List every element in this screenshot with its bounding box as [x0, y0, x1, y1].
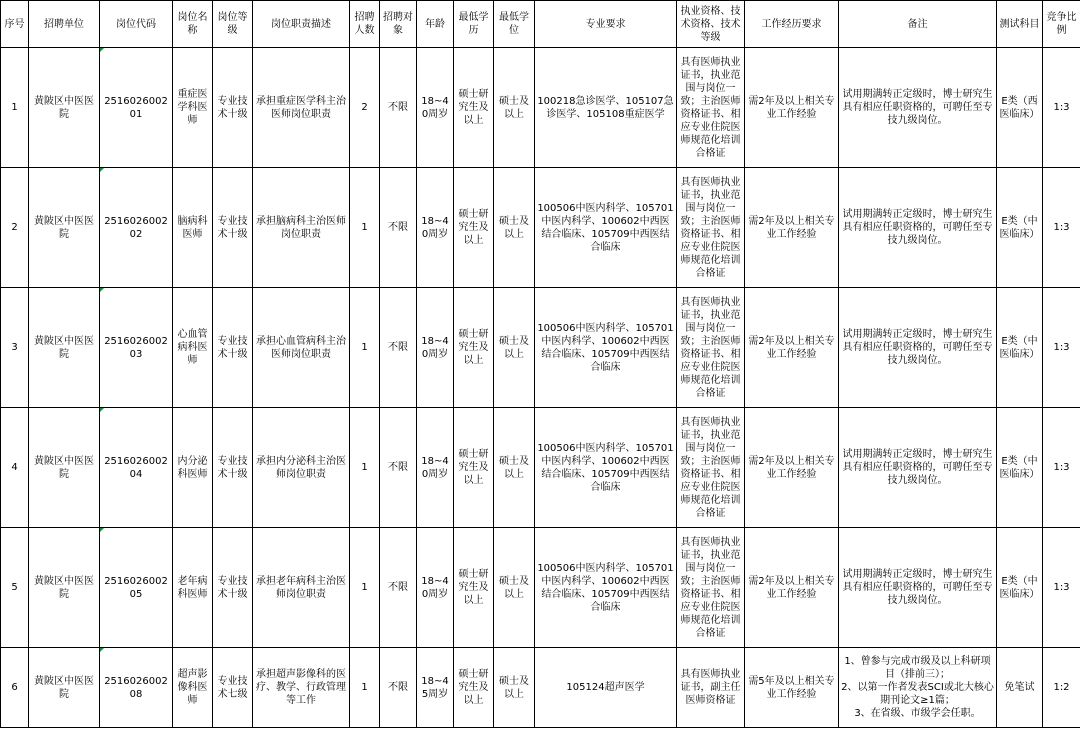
cell-no: 2	[1, 168, 29, 288]
cell-edu: 硕士研究生及以上	[454, 288, 494, 408]
cell-major: 100506中医内科学、105701中医内科学、100602中西医结合临床、105709中西医结合临床	[535, 288, 677, 408]
cell-code: 251602600208	[100, 648, 173, 728]
header-cell: 专业要求	[535, 1, 677, 48]
cell-no: 6	[1, 648, 29, 728]
cell-test: E类（中医临床）	[997, 168, 1043, 288]
cell-age: 18~40周岁	[417, 288, 454, 408]
cell-count: 1	[350, 288, 380, 408]
cell-count: 1	[350, 408, 380, 528]
cell-count: 2	[350, 48, 380, 168]
cell-no: 4	[1, 408, 29, 528]
header-cell: 招聘对象	[380, 1, 417, 48]
cell-level: 专业技术十级	[213, 528, 253, 648]
cell-note: 试用期满转正定级时，博士研究生具有相应任职资格的，可聘任至专技九级岗位。	[839, 528, 997, 648]
cell-major: 105124超声医学	[535, 648, 677, 728]
note-line: 2、以第一作者发表SCI或北大核心期刊论文≥1篇；	[841, 682, 994, 706]
cell-age: 18~40周岁	[417, 528, 454, 648]
cell-qual: 具有医师执业证书，副主任医师资格证	[677, 648, 745, 728]
cell-test: E类（西医临床）	[997, 48, 1043, 168]
table-row	[1, 48, 1080, 168]
cell-level: 专业技术七级	[213, 648, 253, 728]
header-row	[1, 1, 1080, 48]
note-line: 3、在省级、市级学会任职。	[854, 708, 981, 719]
cell-code: 251602600201	[100, 48, 173, 168]
cell-code: 251602600204	[100, 408, 173, 528]
cell-ratio: 1:3	[1043, 288, 1080, 408]
table-row	[1, 168, 1080, 288]
header-cell: 最低学历	[454, 1, 494, 48]
cell-age: 18~45周岁	[417, 648, 454, 728]
cell-name: 超声影像科医师	[173, 648, 213, 728]
header-cell: 竞争比例	[1043, 1, 1080, 48]
cell-duty: 承担老年病科主治医师岗位职责	[253, 528, 350, 648]
table-row	[1, 648, 1080, 728]
cell-qual: 具有医师执业证书，执业范围与岗位一致；主治医师资格证书、相应专业住院医师规范化培训合格证	[677, 168, 745, 288]
header-cell: 最低学位	[494, 1, 535, 48]
cell-note: 试用期满转正定级时，博士研究生具有相应任职资格的，可聘任至专技九级岗位。	[839, 48, 997, 168]
cell-test: E类（中医临床）	[997, 288, 1043, 408]
cell-note: 试用期满转正定级时，博士研究生具有相应任职资格的，可聘任至专技九级岗位。	[839, 168, 997, 288]
cell-duty: 承担内分泌科主治医师岗位职责	[253, 408, 350, 528]
header-cell: 年龄	[417, 1, 454, 48]
cell-code: 251602600203	[100, 288, 173, 408]
cell-major: 100218急诊医学、105107急诊医学、105108重症医学	[535, 48, 677, 168]
cell-count: 1	[350, 528, 380, 648]
cell-duty: 承担脑病科主治医师岗位职责	[253, 168, 350, 288]
header-cell: 测试科目	[997, 1, 1043, 48]
table-row	[1, 288, 1080, 408]
cell-edu: 硕士研究生及以上	[454, 528, 494, 648]
cell-name: 重症医学科医师	[173, 48, 213, 168]
cell-age: 18~40周岁	[417, 48, 454, 168]
cell-note	[839, 648, 997, 728]
cell-level: 专业技术十级	[213, 48, 253, 168]
cell-name: 心血管病科医师	[173, 288, 213, 408]
cell-test: E类（中医临床）	[997, 528, 1043, 648]
cell-major: 100506中医内科学、105701中医内科学、100602中西医结合临床、105709中西医结合临床	[535, 168, 677, 288]
header-cell: 工作经历要求	[745, 1, 839, 48]
header-cell: 招聘人数	[350, 1, 380, 48]
cell-target: 不限	[380, 288, 417, 408]
cell-qual: 具有医师执业证书，执业范围与岗位一致；主治医师资格证书、相应专业住院医师规范化培训合格证	[677, 408, 745, 528]
cell-degree: 硕士及以上	[494, 288, 535, 408]
header-cell: 岗位职责描述	[253, 1, 350, 48]
cell-major: 100506中医内科学、105701中医内科学、100602中西医结合临床、105709中西医结合临床	[535, 408, 677, 528]
header-cell: 执业资格、技术资格、技术等级	[677, 1, 745, 48]
cell-unit: 黄陂区中医医院	[29, 528, 100, 648]
cell-qual: 具有医师执业证书，执业范围与岗位一致；主治医师资格证书、相应专业住院医师规范化培训合格证	[677, 48, 745, 168]
header-cell: 招聘单位	[29, 1, 100, 48]
table-row	[1, 408, 1080, 528]
cell-target: 不限	[380, 168, 417, 288]
cell-edu: 硕士研究生及以上	[454, 48, 494, 168]
cell-no: 1	[1, 48, 29, 168]
cell-duty: 承担心血管病科主治医师岗位职责	[253, 288, 350, 408]
cell-target: 不限	[380, 408, 417, 528]
header-cell: 岗位名称	[173, 1, 213, 48]
cell-unit: 黄陂区中医医院	[29, 168, 100, 288]
cell-ratio: 1:3	[1043, 48, 1080, 168]
cell-exp: 需2年及以上相关专业工作经验	[745, 528, 839, 648]
note-line: 1、曾参与完成市级及以上科研项目（排前三）；	[844, 656, 991, 680]
cell-duty: 承担重症医学科主治医师岗位职责	[253, 48, 350, 168]
cell-degree: 硕士及以上	[494, 648, 535, 728]
cell-note: 试用期满转正定级时，博士研究生具有相应任职资格的，可聘任至专技九级岗位。	[839, 408, 997, 528]
cell-test: E类（中医临床）	[997, 408, 1043, 528]
table-row	[1, 528, 1080, 648]
cell-unit: 黄陂区中医医院	[29, 408, 100, 528]
cell-target: 不限	[380, 48, 417, 168]
header-cell: 岗位等级	[213, 1, 253, 48]
header-cell: 备注	[839, 1, 997, 48]
cell-name: 内分泌科医师	[173, 408, 213, 528]
cell-ratio: 1:3	[1043, 408, 1080, 528]
cell-edu: 硕士研究生及以上	[454, 408, 494, 528]
cell-exp: 需2年及以上相关专业工作经验	[745, 288, 839, 408]
cell-degree: 硕士及以上	[494, 408, 535, 528]
cell-exp: 需2年及以上相关专业工作经验	[745, 408, 839, 528]
cell-level: 专业技术十级	[213, 408, 253, 528]
cell-exp: 需5年及以上相关专业工作经验	[745, 648, 839, 728]
header-cell: 序号	[1, 1, 29, 48]
cell-duty: 承担超声影像科的医疗、教学、行政管理等工作	[253, 648, 350, 728]
cell-level: 专业技术十级	[213, 168, 253, 288]
cell-degree: 硕士及以上	[494, 168, 535, 288]
cell-target: 不限	[380, 528, 417, 648]
cell-age: 18~40周岁	[417, 408, 454, 528]
cell-note: 试用期满转正定级时，博士研究生具有相应任职资格的，可聘任至专技九级岗位。	[839, 288, 997, 408]
cell-name: 脑病科医师	[173, 168, 213, 288]
cell-edu: 硕士研究生及以上	[454, 168, 494, 288]
cell-age: 18~40周岁	[417, 168, 454, 288]
cell-degree: 硕士及以上	[494, 528, 535, 648]
cell-unit: 黄陂区中医医院	[29, 648, 100, 728]
cell-exp: 需2年及以上相关专业工作经验	[745, 168, 839, 288]
cell-edu: 硕士研究生及以上	[454, 648, 494, 728]
cell-major: 100506中医内科学、105701中医内科学、100602中西医结合临床、105709中西医结合临床	[535, 528, 677, 648]
cell-ratio: 1:3	[1043, 528, 1080, 648]
cell-test: 免笔试	[997, 648, 1043, 728]
cell-qual: 具有医师执业证书，执业范围与岗位一致；主治医师资格证书、相应专业住院医师规范化培训合格证	[677, 288, 745, 408]
cell-name: 老年病科医师	[173, 528, 213, 648]
cell-ratio: 1:3	[1043, 168, 1080, 288]
cell-ratio: 1:2	[1043, 648, 1080, 728]
cell-no: 5	[1, 528, 29, 648]
cell-code: 251602600202	[100, 168, 173, 288]
cell-exp: 需2年及以上相关专业工作经验	[745, 48, 839, 168]
cell-level: 专业技术十级	[213, 288, 253, 408]
cell-unit: 黄陂区中医医院	[29, 48, 100, 168]
cell-count: 1	[350, 168, 380, 288]
header-cell: 岗位代码	[100, 1, 173, 48]
cell-code: 251602600205	[100, 528, 173, 648]
cell-unit: 黄陂区中医医院	[29, 288, 100, 408]
cell-count: 1	[350, 648, 380, 728]
cell-no: 3	[1, 288, 29, 408]
cell-qual: 具有医师执业证书，执业范围与岗位一致；主治医师资格证书、相应专业住院医师规范化培训合格证	[677, 528, 745, 648]
cell-degree: 硕士及以上	[494, 48, 535, 168]
cell-target: 不限	[380, 648, 417, 728]
